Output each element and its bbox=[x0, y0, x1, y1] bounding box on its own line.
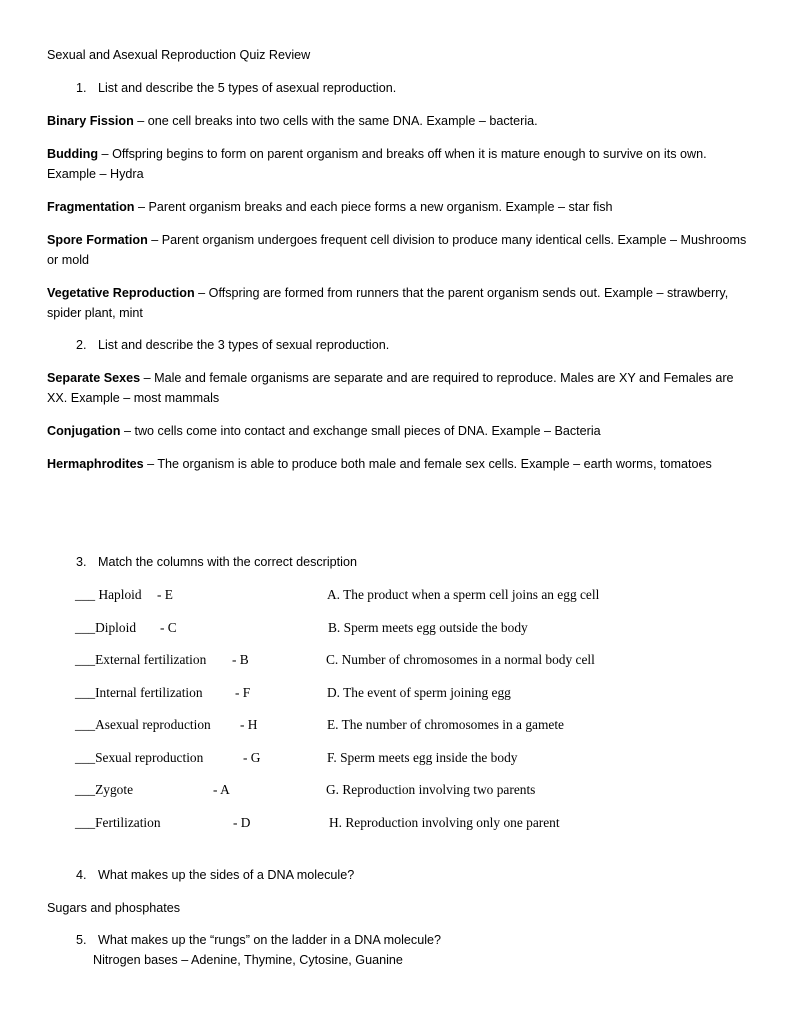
question-number: 1. bbox=[76, 81, 87, 95]
match-term: Haploid bbox=[95, 587, 142, 602]
description: – Parent organism breaks and each piece forms a new organism. Example – star fish bbox=[134, 200, 613, 214]
description: – The organism is able to produce both male and female sex cells. Example – earth worms, tomatoes bbox=[143, 457, 712, 471]
term: Hermaphrodites bbox=[47, 457, 144, 471]
match-left-item bbox=[75, 587, 173, 603]
question-text: What makes up the sides of a DNA molecule? bbox=[98, 868, 355, 882]
match-term: External fertilization bbox=[95, 652, 207, 667]
description: – Parent organism undergoes frequent cell division to produce many identical cells. Example – Mushrooms or mold bbox=[47, 233, 747, 267]
question-4 bbox=[76, 868, 354, 882]
match-term: Zygote bbox=[95, 782, 134, 797]
term: Conjugation bbox=[47, 424, 121, 438]
description: – Offspring are formed from runners that the parent organism sends out. Example – strawberry, spider plant, mint bbox=[47, 286, 729, 320]
question-text: List and describe the 3 types of sexual reproduction. bbox=[98, 338, 390, 352]
match-left-item bbox=[75, 750, 261, 766]
match-right-item: B. Sperm meets egg outside the body bbox=[328, 620, 528, 635]
match-term: Diploid bbox=[95, 620, 137, 635]
asexual-item-vegetative-reproduction bbox=[47, 283, 752, 323]
term: Spore Formation bbox=[47, 233, 148, 247]
asexual-item-binary-fission bbox=[47, 111, 752, 131]
match-left-item bbox=[75, 620, 177, 636]
answer-blank: ___ bbox=[75, 750, 96, 765]
asexual-item-fragmentation bbox=[47, 197, 752, 217]
question-number: 5. bbox=[76, 933, 87, 947]
asexual-item-spore-formation bbox=[47, 230, 752, 270]
match-term: Asexual reproduction bbox=[95, 717, 211, 732]
question-2 bbox=[76, 338, 389, 352]
answer-blank: ___ bbox=[75, 815, 96, 830]
asexual-item-budding bbox=[47, 144, 752, 184]
match-answer: - G bbox=[243, 750, 261, 765]
sexual-item-conjugation bbox=[47, 421, 752, 441]
match-left-item bbox=[75, 815, 251, 831]
match-left-item bbox=[75, 717, 258, 733]
match-right-item: A. The product when a sperm cell joins an egg cell bbox=[327, 587, 600, 602]
match-right-item: E. The number of chromosomes in a gamete bbox=[327, 717, 564, 732]
question-5 bbox=[76, 933, 441, 947]
description: – two cells come into contact and exchange small pieces of DNA. Example – Bacteria bbox=[120, 424, 601, 438]
term: Fragmentation bbox=[47, 200, 135, 214]
match-right-item: C. Number of chromosomes in a normal body cell bbox=[326, 652, 595, 667]
page-title: Sexual and Asexual Reproduction Quiz Review bbox=[47, 48, 311, 62]
question-text: Match the columns with the correct description bbox=[98, 555, 357, 569]
answer-blank: ___ bbox=[75, 685, 96, 700]
match-answer: - A bbox=[213, 782, 230, 797]
term: Separate Sexes bbox=[47, 371, 141, 385]
match-left-item bbox=[75, 685, 251, 701]
match-term: Fertilization bbox=[95, 815, 161, 830]
match-answer: - H bbox=[240, 717, 258, 732]
question-text: List and describe the 5 types of asexual reproduction. bbox=[98, 81, 397, 95]
question-number: 3. bbox=[76, 555, 87, 569]
description: – Male and female organisms are separate and are required to reproduce. Males are XY and Females are XX. Example – most mammals bbox=[47, 371, 734, 405]
question-text: What makes up the “rungs” on the ladder in a DNA molecule? bbox=[98, 933, 442, 947]
match-answer: - D bbox=[233, 815, 251, 830]
question-number: 2. bbox=[76, 338, 87, 352]
description: – Offspring begins to form on parent organism and breaks off when it is mature enough to survive on its own. Example – Hydra bbox=[47, 147, 707, 181]
match-term: Internal fertilization bbox=[95, 685, 203, 700]
term: Budding bbox=[47, 147, 99, 161]
term: Binary Fission bbox=[47, 114, 134, 128]
match-right-item: G. Reproduction involving two parents bbox=[326, 782, 536, 797]
answer-blank: ___ bbox=[75, 620, 96, 635]
match-left-item bbox=[75, 782, 230, 798]
question-number: 4. bbox=[76, 868, 87, 882]
match-answer: - C bbox=[160, 620, 177, 635]
match-answer: - F bbox=[235, 685, 251, 700]
answer-blank: ___ bbox=[75, 782, 96, 797]
answer-5: Nitrogen bases – Adenine, Thymine, Cytosine, Guanine bbox=[93, 953, 403, 967]
sexual-item-separate-sexes bbox=[47, 368, 752, 408]
sexual-item-hermaphrodites bbox=[47, 454, 752, 474]
match-term: Sexual reproduction bbox=[95, 750, 204, 765]
match-right-item: F. Sperm meets egg inside the body bbox=[327, 750, 518, 765]
question-3 bbox=[76, 555, 357, 569]
answer-blank: ___ bbox=[75, 717, 96, 732]
answer-blank: ___ bbox=[75, 652, 96, 667]
description: – one cell breaks into two cells with the same DNA. Example – bacteria. bbox=[133, 114, 538, 128]
answer-blank: ___ bbox=[75, 587, 96, 602]
answer-4: Sugars and phosphates bbox=[47, 901, 181, 915]
question-1 bbox=[76, 81, 396, 95]
match-right-item: H. Reproduction involving only one parent bbox=[329, 815, 560, 830]
match-answer: - B bbox=[232, 652, 249, 667]
match-answer: - E bbox=[157, 587, 173, 602]
term: Vegetative Reproduction bbox=[47, 286, 195, 300]
match-left-item bbox=[75, 652, 249, 668]
match-right-item: D. The event of sperm joining egg bbox=[327, 685, 511, 700]
